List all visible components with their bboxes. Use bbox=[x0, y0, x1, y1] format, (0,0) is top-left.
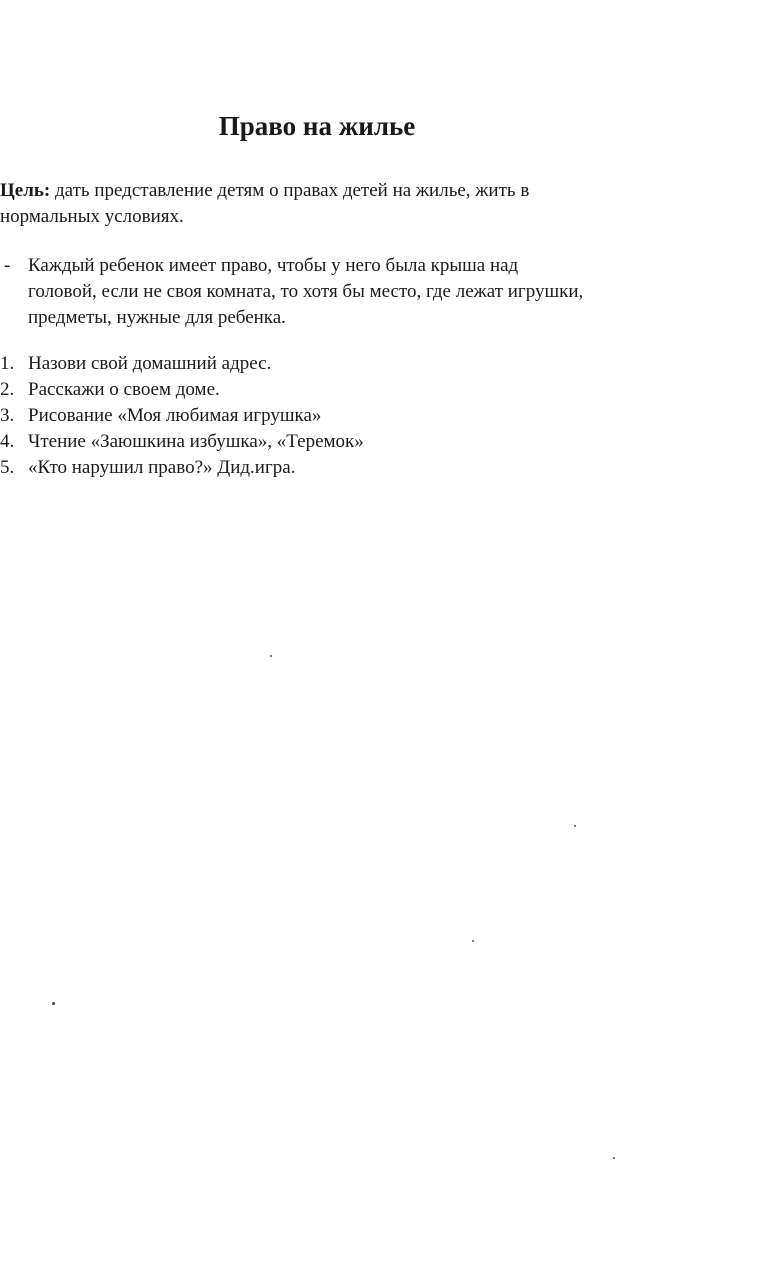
list-item-number: 5. bbox=[0, 457, 15, 478]
list-item-text: Чтение «Заюшкина избушка», «Теремок» bbox=[28, 431, 364, 452]
goal-label: Цель: bbox=[0, 180, 51, 201]
list-item-text: Расскажи о своем доме. bbox=[28, 379, 220, 400]
scan-speck bbox=[574, 825, 576, 827]
list-item-text: Рисование «Моя любимая игрушка» bbox=[28, 405, 322, 426]
list-item-number: 3. bbox=[0, 405, 15, 426]
bullet-marker: - bbox=[4, 255, 11, 276]
goal-text: дать представление детям о правах детей на жилье, жить в нормальных условиях. bbox=[0, 180, 530, 227]
list-item-text: «Кто нарушил право?» Дид.игра. bbox=[28, 457, 296, 478]
scan-speck bbox=[472, 940, 474, 942]
goal-paragraph bbox=[0, 178, 620, 230]
scan-speck bbox=[270, 655, 272, 657]
bullet-text: Каждый ребенок имеет право, чтобы у него была крыша над головой, если не своя комната, то хотя бы место, где лежат игрушки, предметы, нужные для ребенка. bbox=[28, 255, 584, 328]
list-item-number: 2. bbox=[0, 379, 15, 400]
list-item-number: 4. bbox=[0, 431, 15, 452]
list-item-text: Назови свой домашний адрес. bbox=[28, 353, 272, 374]
list-item-number: 1. bbox=[0, 353, 15, 374]
scan-speck bbox=[52, 1002, 55, 1005]
scan-speck bbox=[613, 1157, 615, 1159]
document-title: Право на жилье bbox=[218, 111, 416, 141]
